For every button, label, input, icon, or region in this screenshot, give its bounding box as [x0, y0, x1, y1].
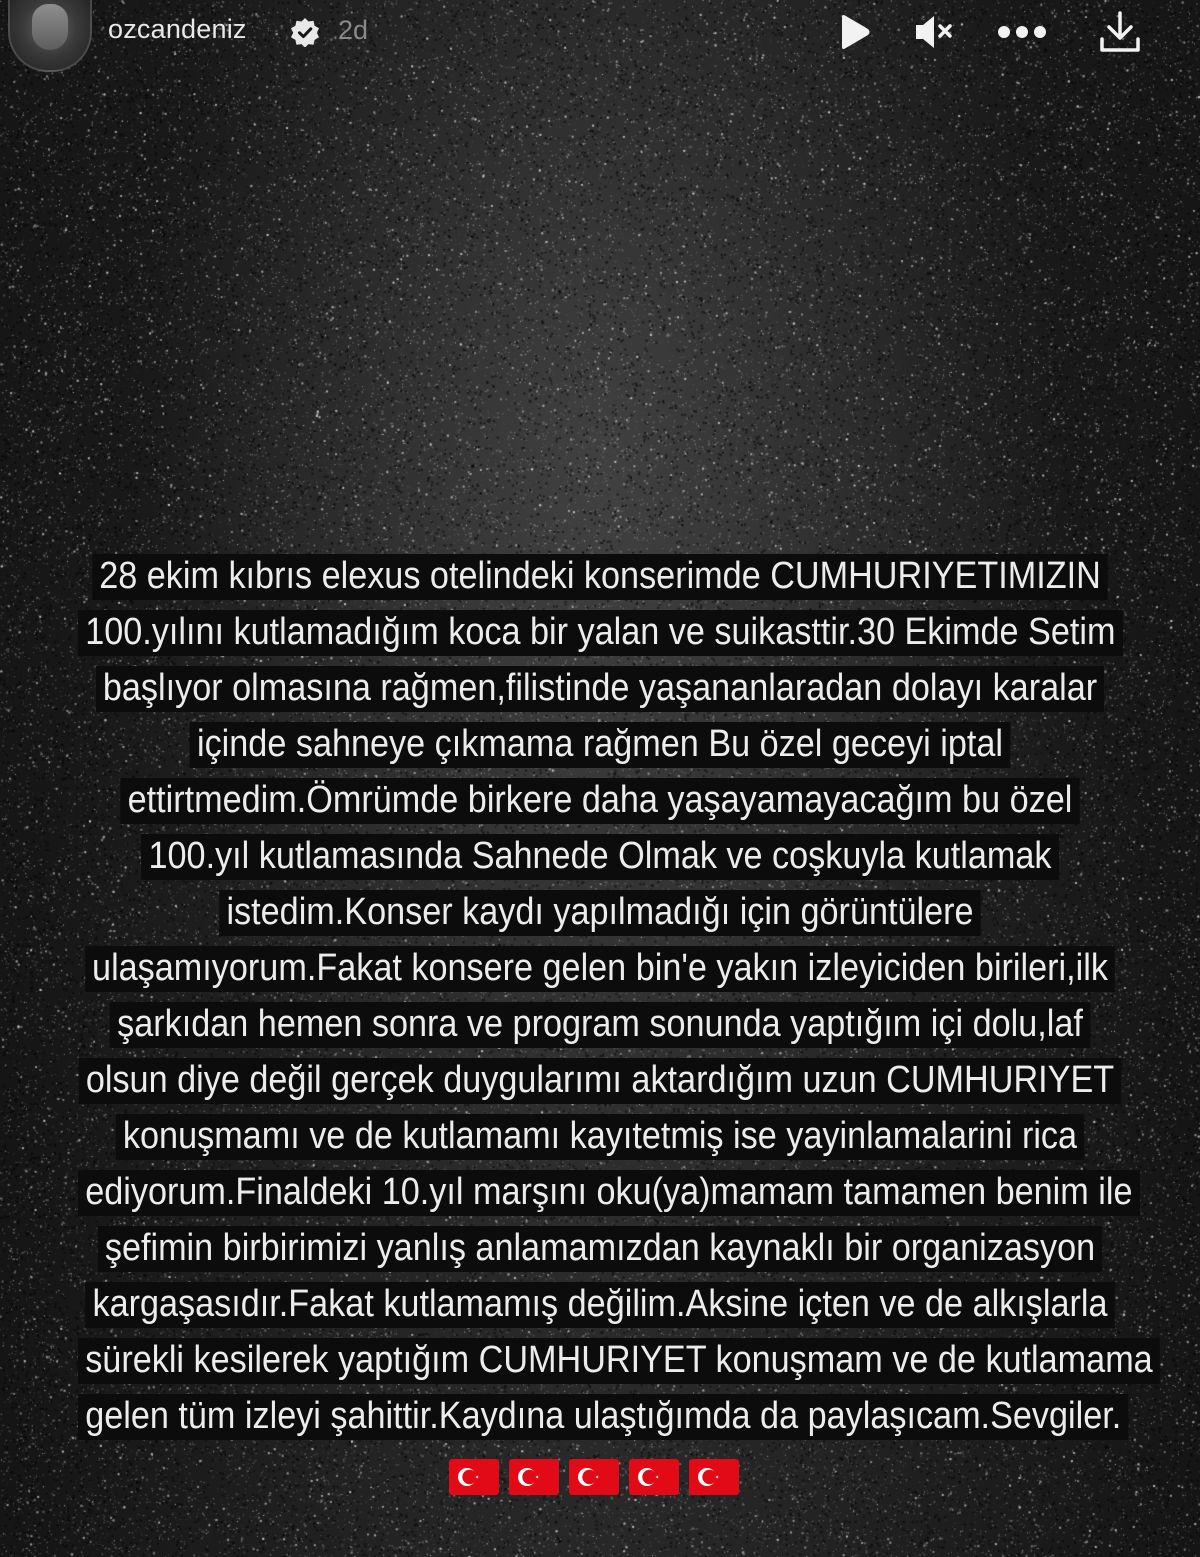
- text-line: ettirtmedim.Ömrümde birkere daha yaşayamayacağım bu özel: [78, 772, 1122, 828]
- text-line: şefimin birbirimizi yanlış anlamamızdan kaynaklı bir organizasyon: [78, 1220, 1122, 1276]
- text-line: olsun diye değil gerçek duygularımı aktardığım uzun CUMHURIYET: [78, 1052, 1122, 1108]
- turkey-flag-icon: [448, 1458, 500, 1496]
- verified-badge-icon: [290, 17, 320, 47]
- text-line: 28 ekim kıbrıs elexus otelindeki konserimde CUMHURIYETIMIZIN: [78, 548, 1122, 604]
- text-line: konuşmamı ve de kutlamamı kayıtetmiş ise yayinlamalarini rica: [78, 1108, 1122, 1164]
- text-line: 100.yıl kutlamasında Sahnede Olmak ve coşkuyla kutlamak: [78, 828, 1122, 884]
- mute-button[interactable]: [908, 6, 960, 58]
- mute-icon: [912, 12, 956, 52]
- text-line: şarkıdan hemen sonra ve program sonunda yaptığım içi dolu,laf: [78, 996, 1122, 1052]
- text-line: gelen tüm izleyi şahittir.Kaydına ulaştığımda da paylaşıcam.Sevgiler.: [78, 1388, 1122, 1444]
- avatar[interactable]: [8, 0, 92, 72]
- username[interactable]: ozcandeniz: [108, 14, 247, 44]
- text-line: ediyorum.Finaldeki 10.yıl marşını oku(ya)mamam tamamen benim ile: [78, 1164, 1122, 1220]
- story-text: [78, 548, 1153, 1444]
- turkey-flag-icon: [628, 1458, 680, 1496]
- more-button[interactable]: [996, 6, 1048, 58]
- download-icon: [1097, 9, 1143, 55]
- text-line: sürekli kesilerek yaptığım CUMHURIYET konuşmam ve de kutlamama: [78, 1332, 1122, 1388]
- text-line: kargaşasıdır.Fakat kutlamamış değilim.Aksine içten ve de alkışlarla: [78, 1276, 1122, 1332]
- post-time: 2d: [338, 15, 369, 45]
- play-button[interactable]: [828, 6, 880, 58]
- download-button[interactable]: [1094, 6, 1146, 58]
- flag-emoji-row: [448, 1458, 740, 1500]
- play-icon: [836, 13, 872, 51]
- text-line: ulaşamıyorum.Fakat konsere gelen bin'e yakın izleyiciden birileri,ilk: [78, 940, 1122, 996]
- text-line: başlıyor olmasına rağmen,filistinde yaşananlaradan dolayı karalar: [78, 660, 1122, 716]
- story-header: [0, 0, 1200, 80]
- turkey-flag-icon: [568, 1458, 620, 1496]
- turkey-flag-icon: [508, 1458, 560, 1496]
- turkey-flag-icon: [688, 1458, 740, 1496]
- more-icon: [996, 24, 1048, 40]
- text-line: istedim.Konser kaydı yapılmadığı için görüntülere: [78, 884, 1122, 940]
- text-line: içinde sahneye çıkmama rağmen Bu özel geceyi iptal: [78, 716, 1122, 772]
- avatar-photo: [32, 4, 68, 50]
- text-line: 100.yılını kutlamadığım koca bir yalan ve suikasttir.30 Ekimde Setim: [78, 604, 1122, 660]
